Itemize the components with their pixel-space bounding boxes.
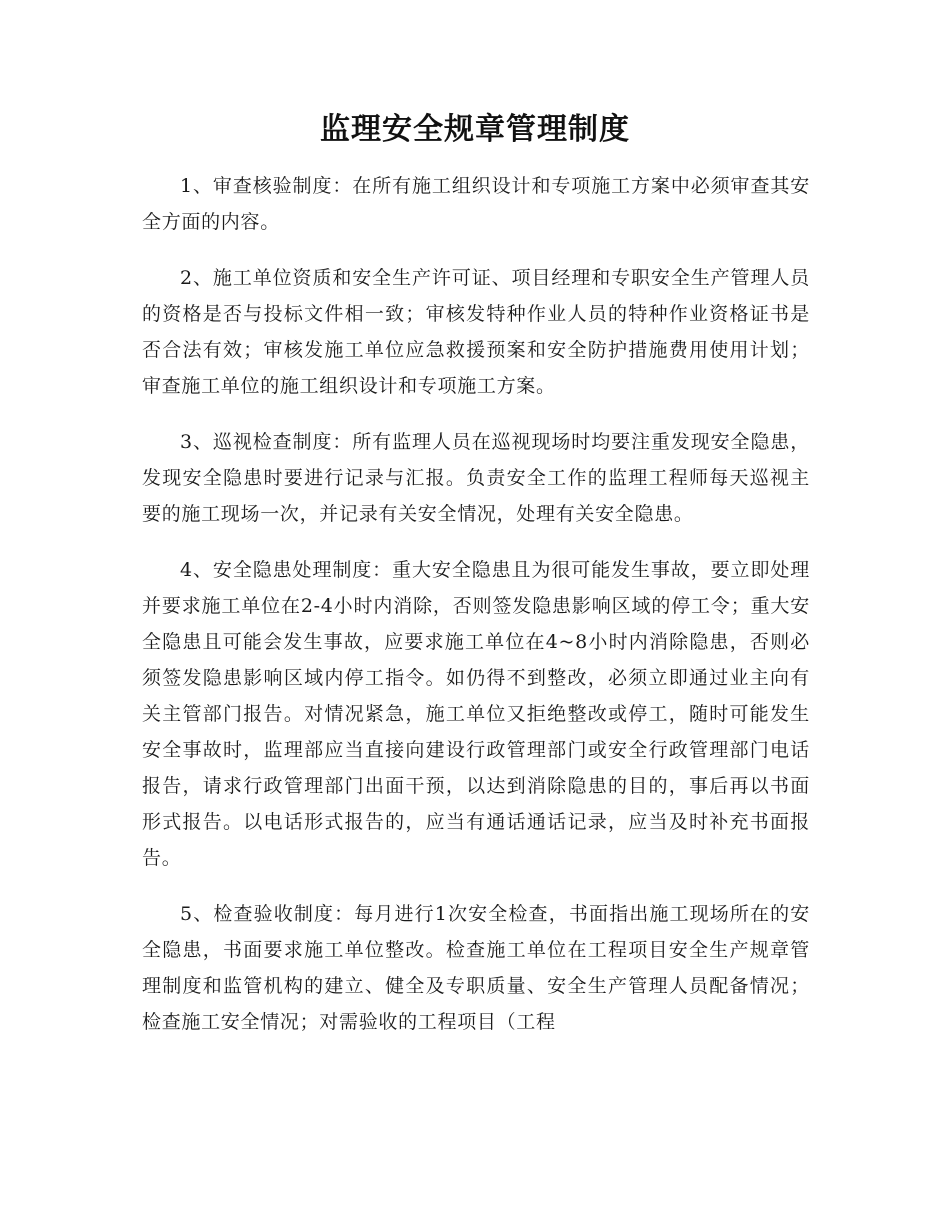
document-title: 监理安全规章管理制度 [320, 112, 630, 147]
paragraph-5: 5、检查验收制度：每月进行1次安全检查，书面指出施工现场所在的安全隐患，书面要求施工单位整改。检查施工单位在工程项目安全生产规章管理制度和监管机构的建立、健全及专职质量、安全生产管理人员配备情况；检查施工安全情况；对需验收的工程项目（工程 [142, 903, 810, 1033]
paragraph-1: 1、审查核验制度：在所有施工组织设计和专项施工方案中必须审查其安全方面的内容。 [142, 175, 810, 233]
paragraph-4: 4、安全隐患处理制度：重大安全隐患且为很可能发生事故，要立即处理并要求施工单位在2-4小时内消除，否则签发隐患影响区域的停工令；重大安全隐患且可能会发生事故，应要求施工单位在4~8小时内消除隐患，否则必须签发隐患影响区域内停工指令。如仍得不到整改，必须立即通过业主向有关主管部门报告。对情况紧急，施工单位又拒绝整改或停工，随时可能发生安全事故时，监理部应当直接向建设行政管理部门或安全行政管理部门电话报告，请求行政管理部门出面干预，以达到消除隐患的目的，事后再以书面形式报告。以电话形式报告的，应当有通话通话记录，应当及时补充书面报告。 [142, 559, 810, 869]
paragraph-2: 2、施工单位资质和安全生产许可证、项目经理和专职安全生产管理人员的资格是否与投标文件相一致；审核发特种作业人员的特种作业资格证书是否合法有效；审核发施工单位应急救援预案和安全防护措施费用使用计划；审查施工单位的施工组织设计和专项施工方案。 [142, 267, 810, 397]
paragraph-3: 3、巡视检查制度：所有监理人员在巡视现场时均要注重发现安全隐患，发现安全隐患时要进行记录与汇报。负责安全工作的监理工程师每天巡视主要的施工现场一次，并记录有关安全情况，处理有关安全隐患。 [142, 431, 810, 525]
document-body [142, 168, 810, 1060]
